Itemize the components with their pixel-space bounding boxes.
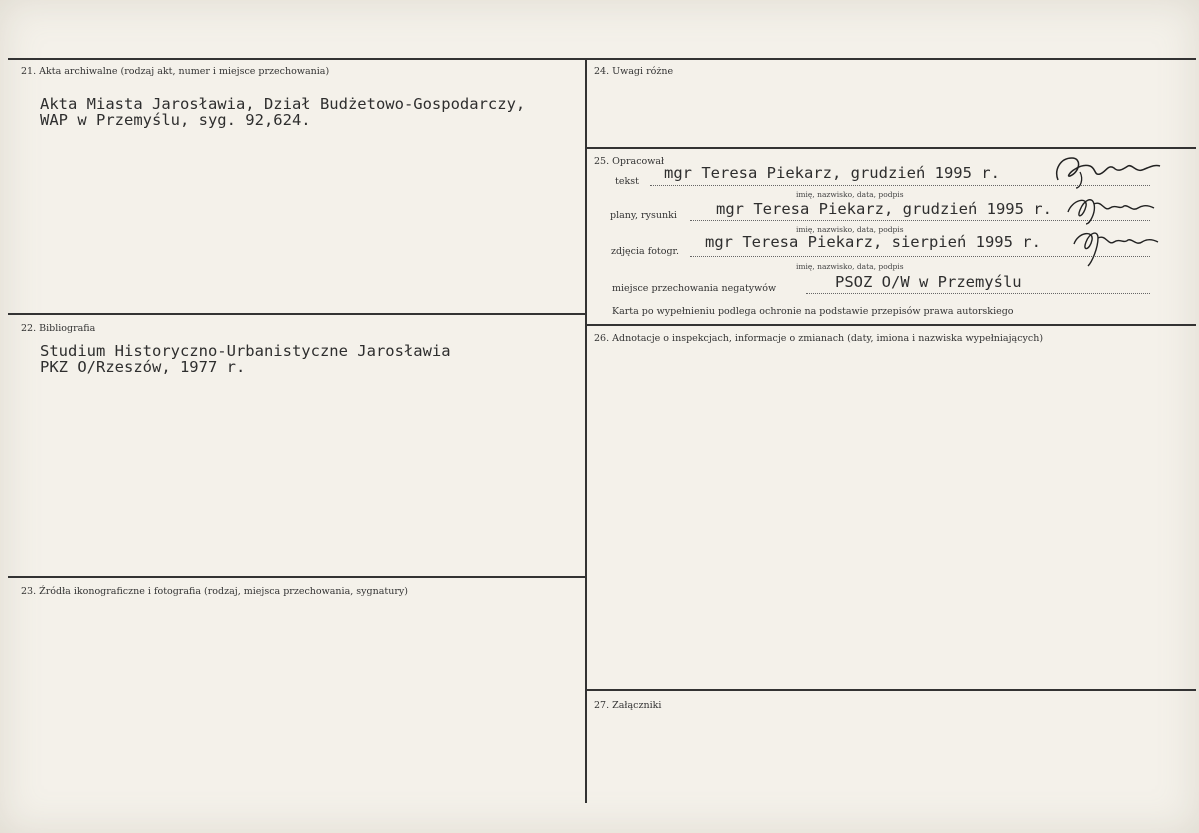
- section-25-label: 25. Opracował: [594, 156, 665, 167]
- left-rule-22: [8, 313, 585, 315]
- right-rule-27: [587, 689, 1196, 691]
- tekst-label: tekst: [615, 176, 639, 187]
- center-divider: [585, 59, 587, 803]
- section-21-label: 21. Akta archiwalne (rodzaj akt, numer i miejsce przechowania): [21, 66, 330, 77]
- right-rule-25: [587, 147, 1196, 149]
- section-23-label: 23. Źródła ikonograficzne i fotografia (rodzaj, miejsca przechowania, sygnatury): [21, 586, 408, 597]
- negatyw-value: PSOZ O/W w Przemyślu: [835, 273, 1022, 291]
- negatyw-dotted-line: [806, 293, 1150, 294]
- zdjecia-value: mgr Teresa Piekarz, sierpień 1995 r.: [705, 233, 1041, 251]
- copyright-note: Karta po wypełnieniu podlega ochronie na podstawie przepisów prawa autorskiego: [612, 306, 1014, 317]
- signature-plany: [1062, 190, 1157, 226]
- plany-value: mgr Teresa Piekarz, grudzień 1995 r.: [716, 200, 1052, 218]
- plany-label: plany, rysunki: [610, 210, 677, 221]
- section-22-line-2: PKZ O/Rzeszów, 1977 r.: [40, 358, 246, 376]
- plany-caption: imię, nazwisko, data, podpis: [796, 225, 904, 234]
- section-22-label: 22. Bibliografia: [21, 323, 96, 334]
- right-rule-26: [587, 324, 1196, 326]
- signature-tekst: [1050, 150, 1165, 190]
- section-24-label: 24. Uwagi różne: [594, 66, 674, 77]
- section-27-label: 27. Załączniki: [594, 700, 662, 711]
- left-rule-23: [8, 576, 585, 578]
- tekst-value: mgr Teresa Piekarz, grudzień 1995 r.: [664, 164, 1000, 182]
- tekst-caption: imię, nazwisko, data, podpis: [796, 190, 904, 199]
- zdjecia-label: zdjęcia fotogr.: [611, 246, 680, 257]
- signature-zdjecia: [1068, 224, 1160, 268]
- section-21-line-2: WAP w Przemyślu, syg. 92,624.: [40, 111, 311, 129]
- section-21-line-1: Akta Miasta Jarosławia, Dział Budżetowo-Gospodarczy,: [40, 95, 526, 113]
- top-rule: [8, 58, 1196, 60]
- section-26-label: 26. Adnotacje o inspekcjach, informacje o zmianach (daty, imiona i nazwiska wypełniających): [594, 333, 1044, 344]
- negatyw-label: miejsce przechowania negatywów: [612, 283, 777, 294]
- section-22-line-1: Studium Historyczno-Urbanistyczne Jarosławia: [40, 342, 451, 360]
- zdjecia-caption: imię, nazwisko, data, podpis: [796, 262, 904, 271]
